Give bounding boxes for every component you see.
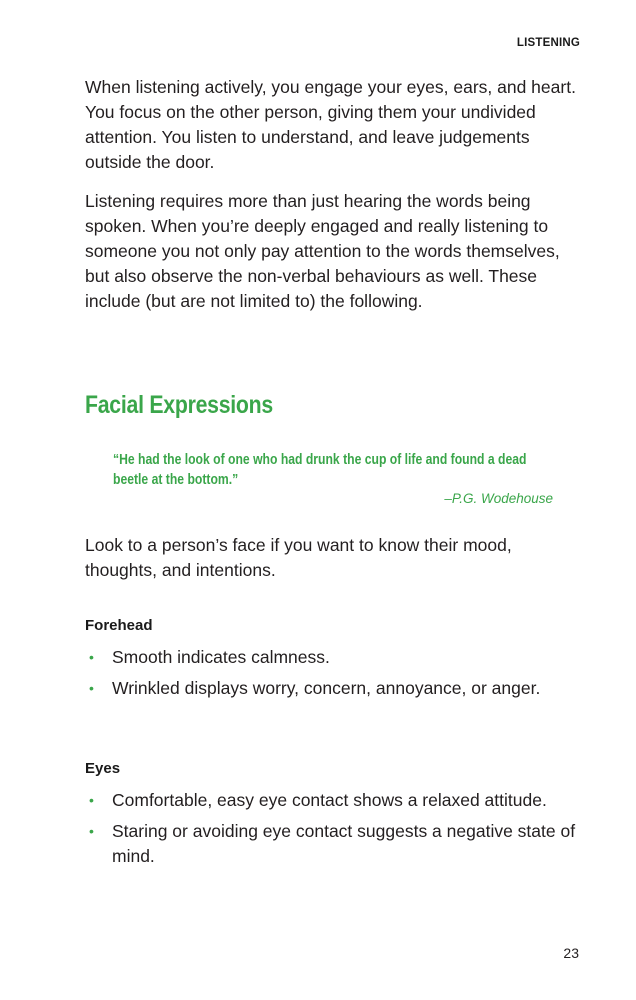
epigraph-quote: “He had the look of one who had drunk the cup of life and found a dead beetle at the bottom.” <box>113 452 527 488</box>
bullet-icon: • <box>89 680 94 696</box>
list-item <box>88 676 588 701</box>
running-head: LISTENING <box>516 37 580 49</box>
page-number: 23 <box>563 945 579 961</box>
intro-paragraph: When listening actively, you engage your eyes, ears, and heart. You focus on the other person, giving them your undivided attention. You listen to understand, and leave judgements outside the door. <box>85 77 576 172</box>
forehead-heading: Forehead <box>85 617 153 634</box>
eyes-heading: Eyes <box>85 760 121 777</box>
bullet-icon: • <box>89 823 94 839</box>
section-intro-paragraph: Look to a person’s face if you want to know their mood, thoughts, and intentions. <box>85 535 512 580</box>
list-item <box>88 645 588 670</box>
list-item <box>88 788 588 813</box>
eyes-list <box>88 788 588 875</box>
list-item-text: Comfortable, easy eye contact shows a relaxed attitude. <box>112 790 547 810</box>
forehead-list <box>88 645 588 707</box>
quote-attribution: –P.G. Wodehouse <box>444 491 553 506</box>
section-heading: Facial Expressions <box>85 391 273 419</box>
list-item-text: Staring or avoiding eye contact suggests a negative state of mind. <box>112 821 576 866</box>
listening-paragraph: Listening requires more than just hearing the words being spoken. When you’re deeply engaged and really listening to someone you not only pay attention to the words themselves, but also observe the non-verbal behaviours as well. These include (but are not limited to) the following. <box>85 191 560 311</box>
list-item <box>88 819 588 869</box>
bullet-icon: • <box>89 792 94 808</box>
list-item-text: Wrinkled displays worry, concern, annoyance, or anger. <box>112 678 541 698</box>
bullet-icon: • <box>89 649 94 665</box>
list-item-text: Smooth indicates calmness. <box>112 647 330 667</box>
